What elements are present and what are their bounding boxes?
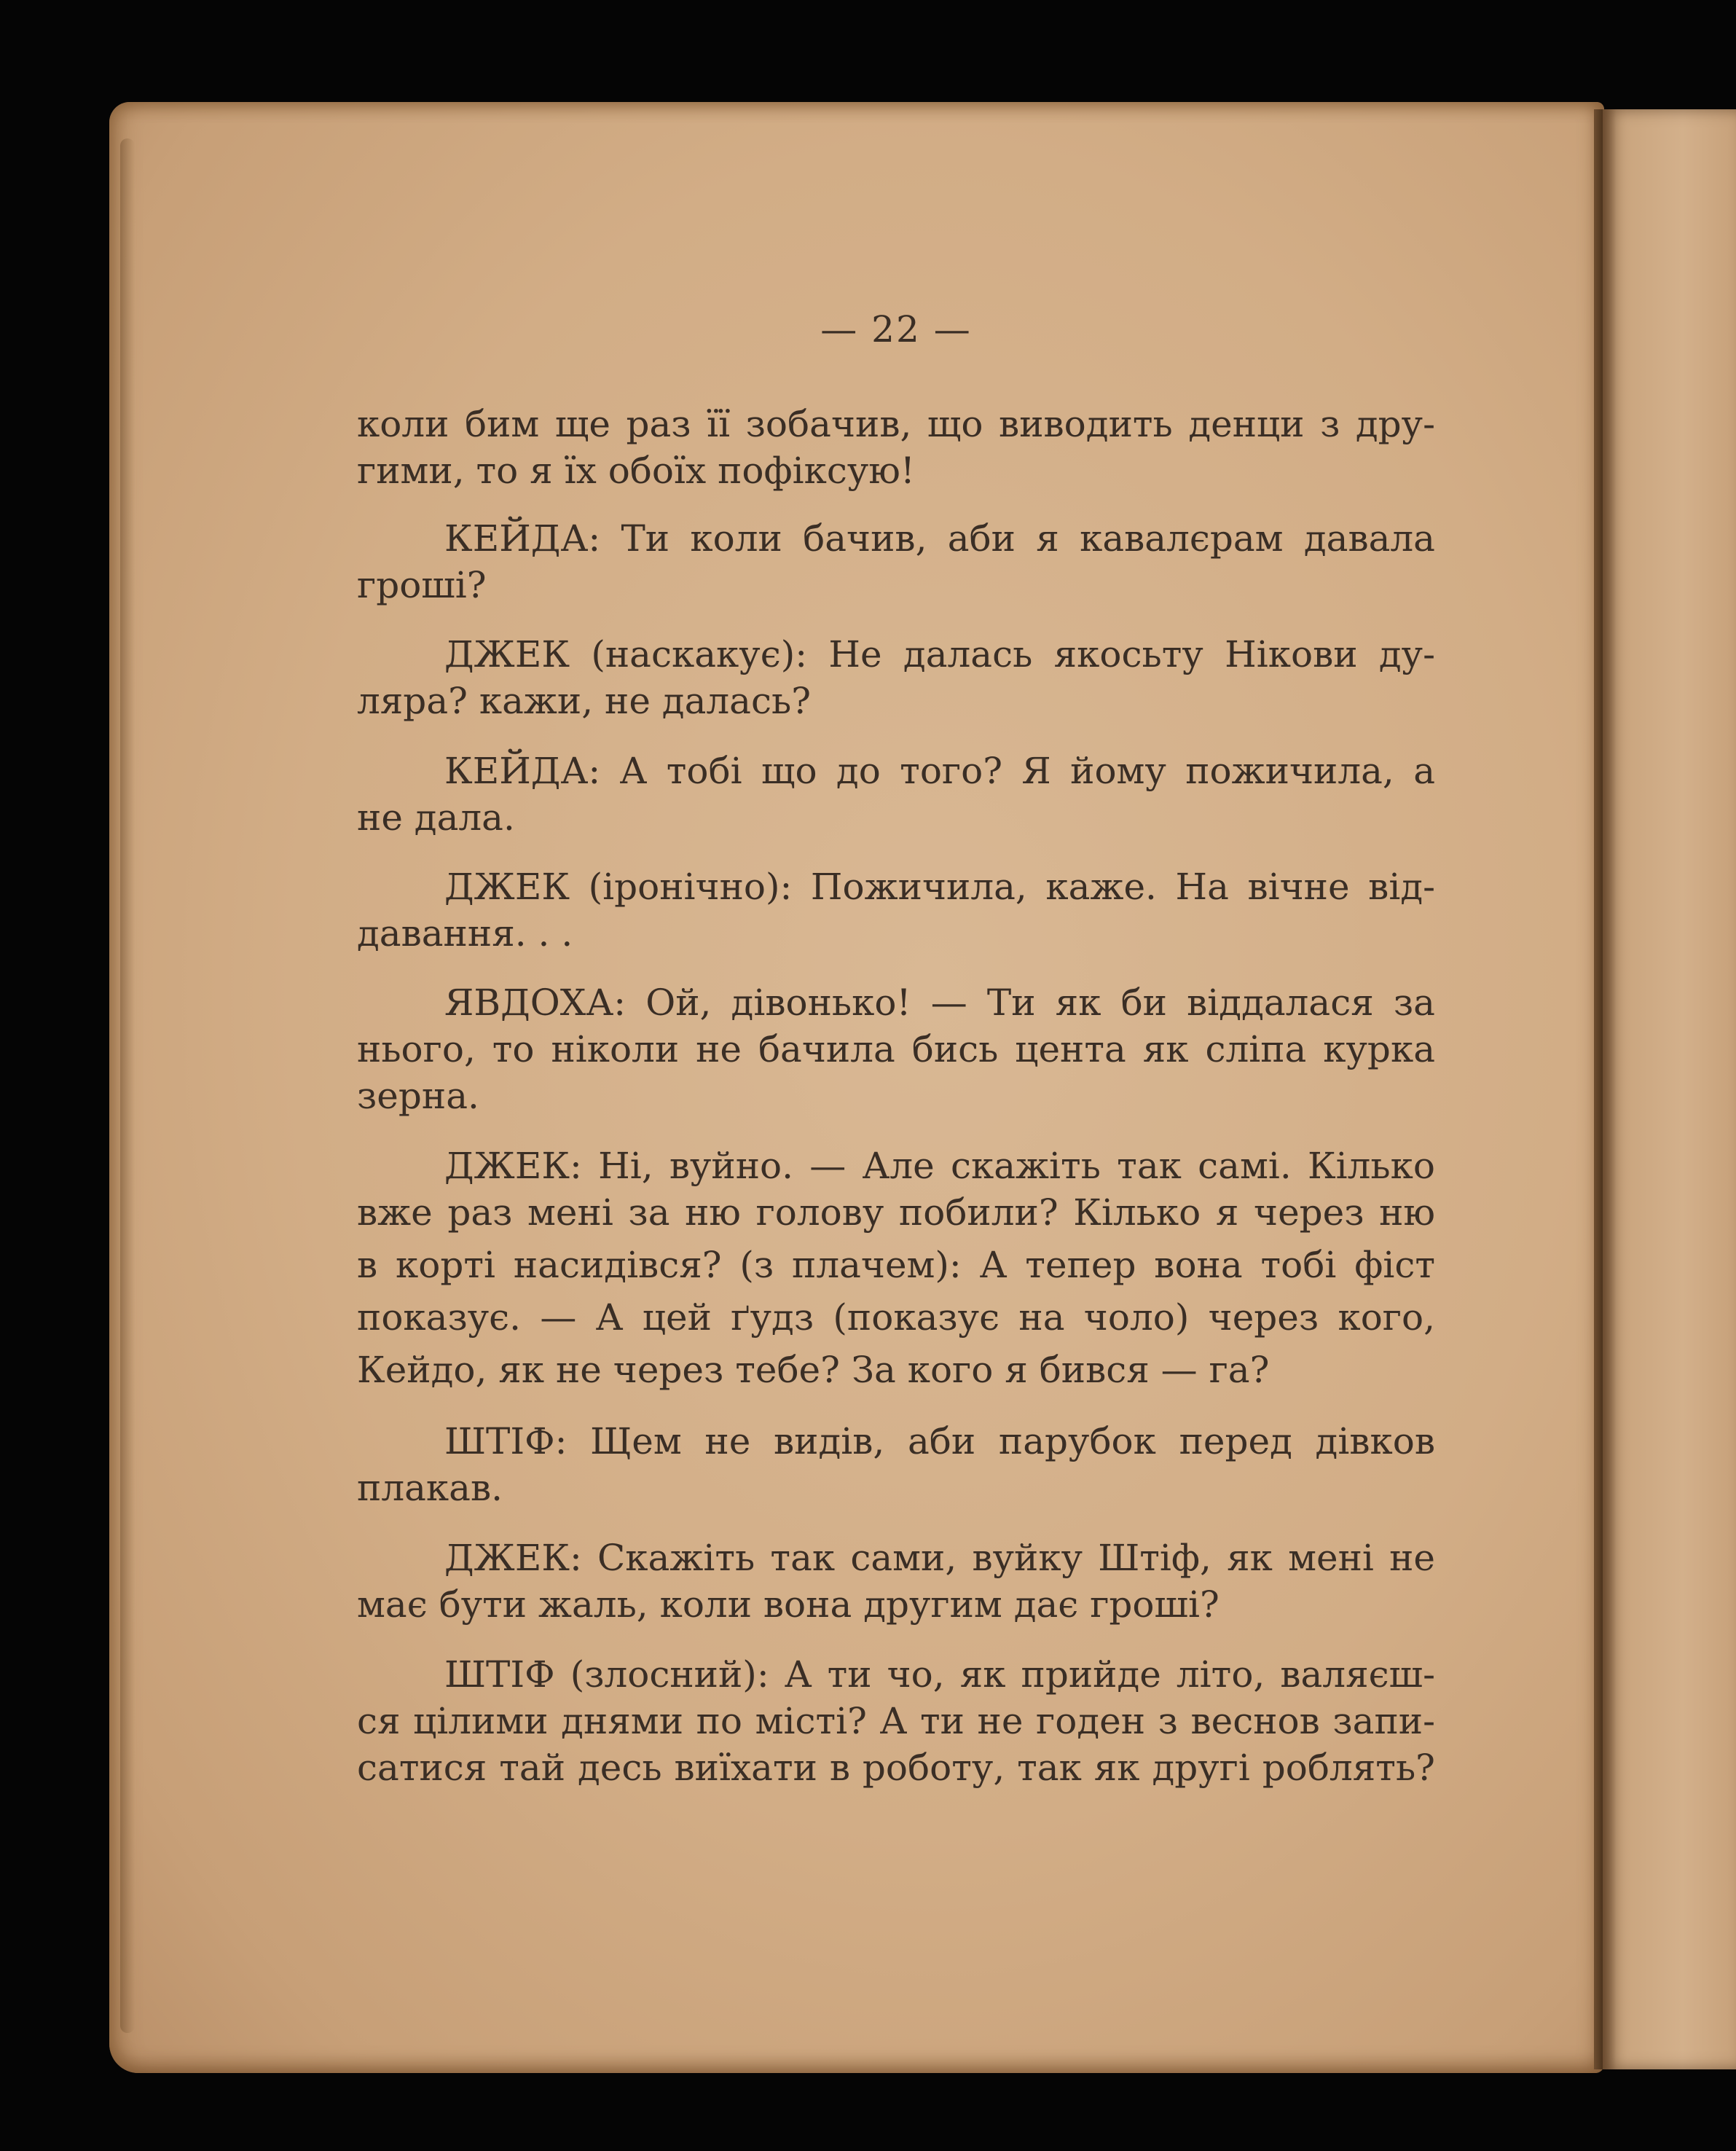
text-line: ДЖЕК (наскакує): Не далась якосьту Нікови ду- xyxy=(444,633,1435,675)
text-line: ДЖЕК (іронічно): Пожичила, каже. На вічне від- xyxy=(444,866,1435,908)
text-line: ляра? кажи, не далась? xyxy=(357,680,811,722)
text-line: вже раз мені за ню голову побили? Кілько я через ню xyxy=(357,1191,1435,1234)
text-line: гроші? xyxy=(357,564,487,606)
text-line: має бути жаль, коли вона другим дає гроші? xyxy=(357,1583,1219,1626)
text-line: КЕЙДА: Ти коли бачив, аби я кавалєрам давала xyxy=(444,517,1435,560)
text-line: гими, то я їх обоїх пофіксую! xyxy=(357,450,915,492)
text-line: КЕЙДА: А тобі що до того? Я йому пожичила, а xyxy=(444,750,1435,792)
text-line: ШТІФ: Щем не видів, аби парубок перед дівков xyxy=(444,1420,1435,1462)
text-line: ся цілими днями по місті? А ти не годен з веснов запи- xyxy=(357,1700,1435,1742)
text-line: плакав. xyxy=(357,1467,503,1509)
text-line: в корті насидівся? (з плачем): А тепер вона тобі фіст xyxy=(357,1244,1435,1286)
text-line: ШТІФ (злосний): А ти чо, як прийде літо, валяєш- xyxy=(444,1653,1435,1696)
text-line: зерна. xyxy=(357,1075,479,1117)
text-line: ДЖЕК: Скажіть так сами, вуйку Штіф, як мені не xyxy=(444,1537,1435,1579)
text-line: коли бим ще раз її зобачив, що виводить денци з дру- xyxy=(357,403,1435,445)
text-line: сатися тай десь виїхати в роботу, так як другі роблять? xyxy=(357,1747,1435,1789)
text-line: не дала. xyxy=(357,796,515,839)
text-line: ДЖЕК: Ні, вуйно. — Але скажіть так самі. Кілько xyxy=(444,1145,1435,1187)
text-line: нього, то ніколи не бачила бись цента як сліпа курка xyxy=(357,1028,1435,1070)
text-line: давання. . . xyxy=(357,912,573,955)
text-line: Кейдо, як не через тебе? За кого я бився — га? xyxy=(357,1349,1270,1391)
page-number: — 22 — xyxy=(820,308,972,350)
text-line: показує. — А цей ґудз (показує на чоло) через кого, xyxy=(357,1296,1435,1339)
page-edge-shadow xyxy=(120,138,135,2033)
facing-page-edge xyxy=(1603,109,1736,2069)
text-line: ЯВДОХА: Ой, дівонько! — Ти як би віддалася за xyxy=(444,982,1435,1024)
